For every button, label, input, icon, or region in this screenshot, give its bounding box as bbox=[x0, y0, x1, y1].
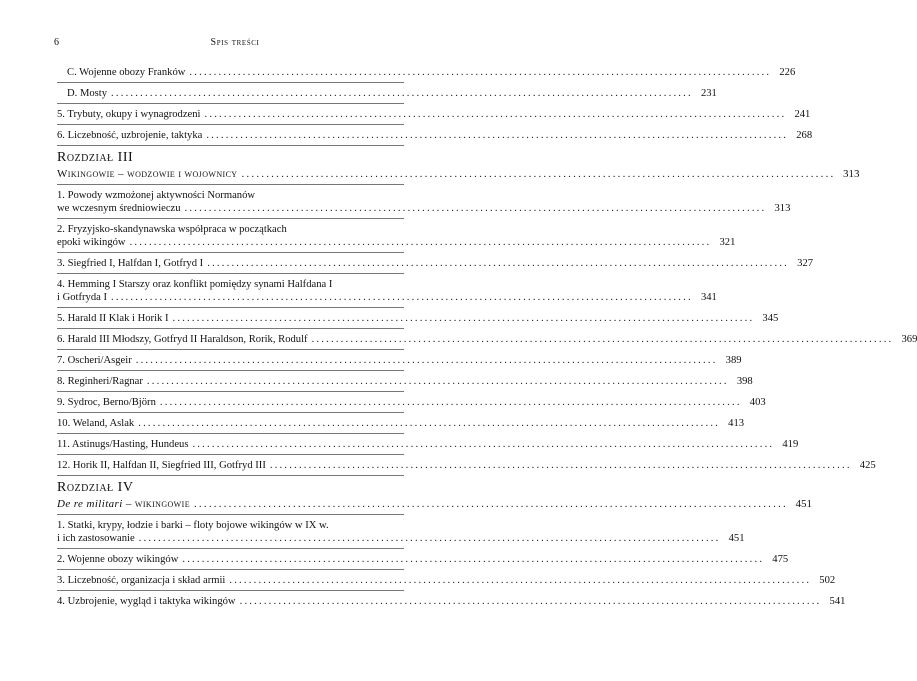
toc-entry-page: 345 bbox=[762, 313, 779, 324]
divider bbox=[57, 412, 404, 413]
dot-leader: ........................................................................................................................ bbox=[229, 575, 812, 586]
divider bbox=[57, 145, 404, 146]
table-of-contents bbox=[57, 62, 917, 611]
dot-leader: ........................................................................................................................ bbox=[182, 554, 765, 565]
dot-leader: ........................................................................................................................ bbox=[204, 109, 787, 120]
dot-leader: ........................................................................................................................ bbox=[207, 258, 790, 269]
toc-entry[interactable] bbox=[57, 278, 717, 304]
running-title: Spis treści bbox=[210, 37, 260, 48]
toc-entry-title: D. Mosty bbox=[67, 88, 108, 99]
dot-leader: ........................................................................................................................ bbox=[138, 533, 721, 544]
toc-entry[interactable] bbox=[57, 417, 745, 430]
toc-entry-page: 231 bbox=[700, 88, 717, 99]
toc-entry[interactable] bbox=[57, 189, 791, 215]
toc-entry[interactable] bbox=[57, 574, 836, 587]
chapter-title-rest: – wikingowie bbox=[122, 498, 190, 510]
dot-leader: ........................................................................................................................ bbox=[193, 498, 788, 510]
toc-entry[interactable] bbox=[57, 66, 796, 79]
toc-entry-page: 369 bbox=[901, 334, 917, 345]
dot-leader: ........................................................................................................................ bbox=[111, 88, 693, 99]
chapter-heading: Rozdział III bbox=[57, 150, 134, 165]
toc-entry[interactable] bbox=[57, 459, 876, 472]
divider bbox=[57, 218, 404, 219]
toc-entry[interactable] bbox=[57, 595, 846, 608]
toc-entry[interactable] bbox=[57, 223, 736, 249]
toc-entry-title: 12. Horik II, Halfdan II, Siegfried III, Gotfryd III bbox=[57, 460, 266, 471]
divider bbox=[57, 252, 404, 253]
toc-entry-page: 389 bbox=[725, 355, 742, 366]
toc-entry-title: 2. Fryzyjsko-skandynawska współpraca w początkach bbox=[57, 224, 287, 235]
dot-leader: ........................................................................................................................ bbox=[189, 67, 772, 78]
toc-entry-page: 327 bbox=[797, 258, 814, 269]
toc-entry-title-cont: i ich zastosowanie bbox=[57, 533, 135, 544]
dot-leader: ........................................................................................................................ bbox=[159, 397, 742, 408]
toc-entry[interactable] bbox=[57, 553, 789, 566]
toc-entry-title-cont: i Gotfryda I bbox=[57, 292, 108, 303]
toc-entry-title: 3. Liczebność, organizacja i skład armii bbox=[57, 575, 226, 586]
toc-entry-title: 10. Weland, Aslak bbox=[57, 418, 135, 429]
dot-leader: ........................................................................................................................ bbox=[192, 439, 775, 450]
toc-entry-title: 2. Wojenne obozy wikingów bbox=[57, 554, 179, 565]
chapter-title: Wikingowie – wodzowie i wojownicy bbox=[57, 168, 238, 180]
toc-entry-title: 4. Hemming I Starszy oraz konflikt pomiędzy synami Halfdana I bbox=[57, 279, 333, 290]
toc-entry[interactable] bbox=[57, 438, 799, 451]
toc-entry-title: 5. Harald II Klak i Horik I bbox=[57, 313, 169, 324]
toc-entry-page: 541 bbox=[829, 596, 846, 607]
toc-entry-page: 321 bbox=[719, 237, 736, 248]
toc-entry[interactable] bbox=[57, 519, 745, 545]
divider bbox=[57, 548, 404, 549]
toc-entry-page: 403 bbox=[749, 397, 766, 408]
divider bbox=[57, 569, 404, 570]
chapter-title-entry[interactable] bbox=[57, 497, 812, 511]
toc-entry-page: 398 bbox=[736, 376, 753, 387]
dot-leader: ........................................................................................................................ bbox=[269, 460, 852, 471]
divider bbox=[57, 328, 404, 329]
toc-entry-page: 313 bbox=[774, 203, 791, 214]
running-head bbox=[54, 37, 416, 49]
toc-entry-title: 6. Liczebność, uzbrojenie, taktyka bbox=[57, 130, 203, 141]
chapter-title bbox=[57, 497, 190, 511]
divider bbox=[57, 349, 404, 350]
dot-leader: ........................................................................................................................ bbox=[172, 313, 755, 324]
dot-leader: ........................................................................................................................ bbox=[138, 418, 721, 429]
toc-entry[interactable] bbox=[57, 333, 917, 346]
divider bbox=[57, 184, 404, 185]
toc-entry-title: C. Wojenne obozy Franków bbox=[67, 67, 186, 78]
toc-entry[interactable] bbox=[57, 257, 814, 270]
divider bbox=[57, 475, 404, 476]
chapter-title-italic: De re militari bbox=[57, 498, 123, 510]
toc-entry-title: 3. Siegfried I, Halfdan I, Gotfryd I bbox=[57, 258, 204, 269]
divider bbox=[57, 454, 404, 455]
toc-entry-page: 451 bbox=[795, 498, 812, 510]
toc-entry-title: 7. Oscheri/Asgeir bbox=[57, 355, 132, 366]
dot-leader: ........................................................................................................................ bbox=[206, 130, 789, 141]
toc-entry[interactable] bbox=[57, 375, 753, 388]
toc-entry-page: 451 bbox=[728, 533, 745, 544]
toc-entry[interactable] bbox=[57, 87, 717, 100]
toc-entry-page: 425 bbox=[859, 460, 876, 471]
toc-entry-page: 313 bbox=[842, 168, 860, 180]
dot-leader: ........................................................................................................................ bbox=[146, 376, 729, 387]
toc-entry-page: 502 bbox=[819, 575, 836, 586]
toc-entry-title: 11. Astinugs/Hasting, Hundeus bbox=[57, 439, 189, 450]
toc-entry-title-cont: we wczesnym średniowieczu bbox=[57, 203, 181, 214]
toc-entry-page: 226 bbox=[779, 67, 796, 78]
divider bbox=[57, 370, 404, 371]
toc-entry-title: 5. Trybuty, okupy i wynagrodzeni bbox=[57, 109, 201, 120]
divider bbox=[57, 514, 404, 515]
toc-entry-title: 1. Powody wzmożonej aktywności Normanów bbox=[57, 190, 256, 201]
divider bbox=[57, 307, 404, 308]
dot-leader: ........................................................................................................................ bbox=[184, 203, 767, 214]
divider bbox=[57, 590, 404, 591]
dot-leader: ........................................................................................................................ bbox=[239, 596, 822, 607]
divider bbox=[57, 273, 404, 274]
toc-entry-title: 4. Uzbrojenie, wygląd i taktyka wikingów bbox=[57, 596, 236, 607]
toc-entry-page: 241 bbox=[794, 109, 811, 120]
toc-entry-page: 341 bbox=[700, 292, 717, 303]
toc-entry[interactable] bbox=[57, 129, 813, 142]
toc-entry[interactable] bbox=[57, 354, 742, 367]
toc-entry-page: 419 bbox=[782, 439, 799, 450]
toc-entry-page: 413 bbox=[728, 418, 745, 429]
dot-leader: ........................................................................................................................ bbox=[241, 168, 836, 180]
toc-entry[interactable] bbox=[57, 312, 779, 325]
toc-entry-page: 268 bbox=[796, 130, 813, 141]
toc-entry-title-cont: epoki wikingów bbox=[57, 237, 126, 248]
divider bbox=[57, 433, 404, 434]
divider bbox=[57, 124, 404, 125]
toc-entry[interactable] bbox=[57, 396, 766, 409]
toc-entry-title: 6. Harald III Młodszy, Gotfryd II Haraldson, Rorik, Rodulf bbox=[57, 334, 308, 345]
toc-entry-page: 475 bbox=[772, 554, 789, 565]
dot-leader: ........................................................................................................................ bbox=[129, 237, 712, 248]
divider bbox=[57, 103, 404, 104]
page-number: 6 bbox=[54, 37, 59, 48]
dot-leader: ........................................................................................................................ bbox=[311, 334, 894, 345]
toc-entry[interactable] bbox=[57, 108, 811, 121]
toc-entry-title: 1. Statki, krypy, łodzie i barki – floty bojowe wikingów w IX w. bbox=[57, 520, 329, 531]
toc-entry-title: 9. Sydroc, Berno/Björn bbox=[57, 397, 156, 408]
chapter-heading: Rozdział IV bbox=[57, 480, 134, 495]
dot-leader: ........................................................................................................................ bbox=[135, 355, 718, 366]
dot-leader: ........................................................................................................................ bbox=[111, 292, 693, 303]
toc-entry-title: 8. Reginheri/Ragnar bbox=[57, 376, 143, 387]
divider bbox=[57, 82, 404, 83]
divider bbox=[57, 391, 404, 392]
chapter-title-entry[interactable] bbox=[57, 167, 860, 181]
